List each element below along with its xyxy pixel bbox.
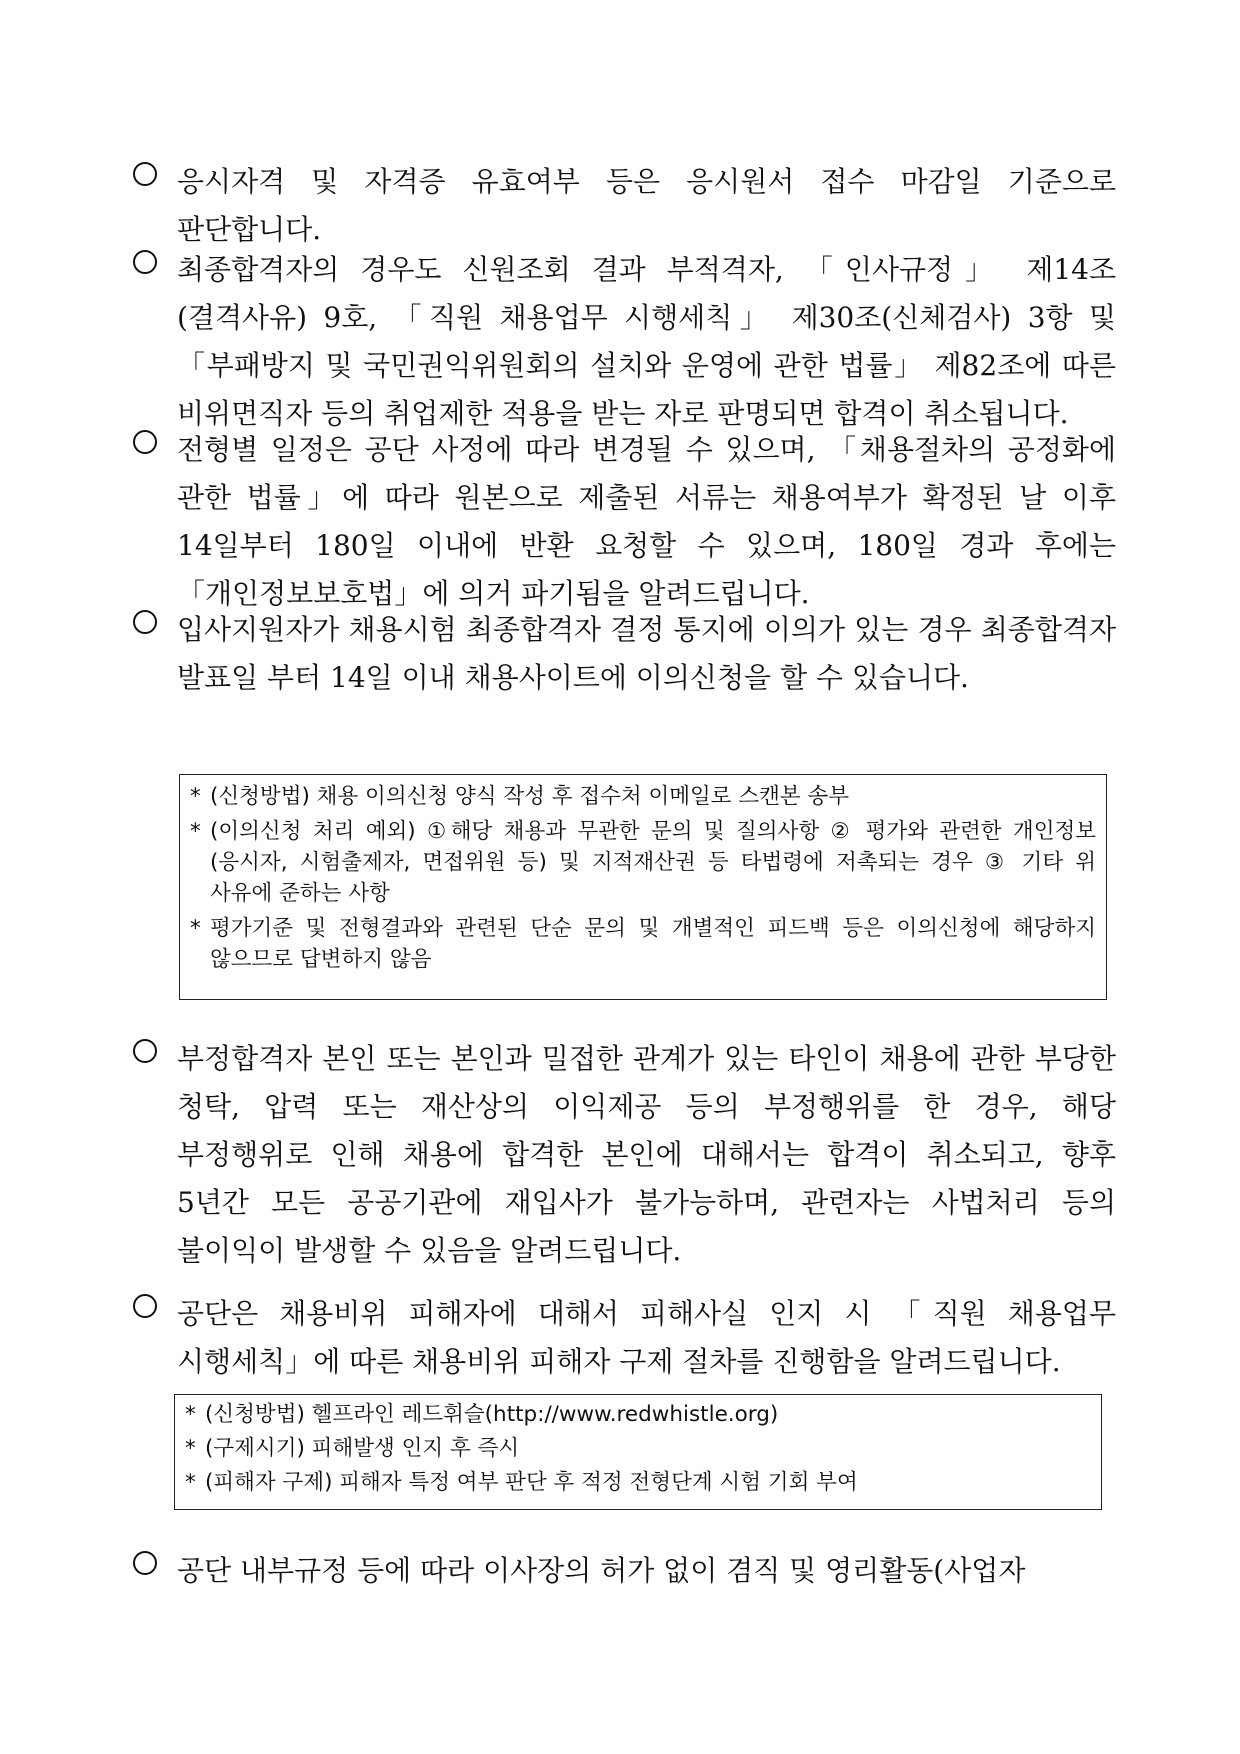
- paragraph-text: 최종합격자의 경우도 신원조회 결과 부적격자, 「인사규정」 제14조(결격사유) 9호, 「직원 채용업무 시행세칙」 제30조(신체검사) 3항 및 「부패방지 및 국민권익위원회의 설치와 운영에 관한 법률」 제82조에 따른 비위면직자 등의 취업제한 적용을 받는 자로 판명되면 합격이 취소됩니다.: [177, 253, 1116, 430]
- paragraph-text: 전형별 일정은 공단 사정에 따라 변경될 수 있으며, 「채용절차의 공정화에 관한 법률」에 따라 원본으로 제출된 서류는 채용여부가 확정된 날 이후 14일부터 180일 이내에 반환 요청할 수 있으며, 180일 경과 후에는 「개인정보보호법」에 의거 파기됨을 알려드립니다.: [177, 433, 1116, 610]
- note-item: [185, 1399, 1091, 1430]
- asterisk-icon: *: [190, 916, 201, 941]
- circle-bullet-icon: [133, 1294, 157, 1318]
- paragraph-text: 입사지원자가 채용시험 최종합격자 결정 통지에 이의가 있는 경우 최종합격자 발표일 부터 14일 이내 채용사이트에 이의신청을 할 수 있습니다.: [177, 613, 1116, 694]
- note-item: [185, 1433, 1091, 1464]
- notice-item-schedule-documents: [133, 426, 1116, 626]
- notice-item-objection: [133, 606, 1116, 706]
- paragraph-text: 공단 내부규정 등에 따라 이사장의 허가 없이 겸직 및 영리활동(사업자: [177, 1554, 1026, 1587]
- note-item: [190, 781, 1096, 812]
- asterisk-icon: *: [185, 1402, 196, 1427]
- notice-item-eligibility: [133, 158, 1116, 258]
- paragraph-text: 응시자격 및 자격증 유효여부 등은 응시원서 접수 마감일 기준으로 판단합니다.: [177, 165, 1116, 246]
- circle-bullet-icon: [133, 1039, 157, 1063]
- note-item: [190, 816, 1096, 909]
- asterisk-icon: *: [185, 1470, 196, 1495]
- circle-bullet-icon: [133, 250, 157, 274]
- note-text: (피해자 구제) 피해자 특정 여부 판단 후 적정 전형단계 시험 기회 부여: [205, 1470, 858, 1495]
- notice-item-disqualification: [133, 246, 1116, 446]
- paragraph-text: 부정합격자 본인 또는 본인과 밀접한 관계가 있는 타인이 채용에 관한 부당한 청탁, 압력 또는 재산상의 이익제공 등의 부정행위를 한 경우, 해당 부정행위로 인해 채용에 합격한 본인에 대해서는 합격이 취소되고, 향후 5년간 모든 공공기관에 재입사가 불가능하며, 관련자는 사법처리 등의 불이익이 발생할 수 있음을 알려드립니다.: [177, 1042, 1116, 1267]
- note-item: [185, 1467, 1091, 1498]
- objection-notes-box: [179, 774, 1107, 1000]
- note-text: (신청방법) 헬프라인 레드휘슬(http://www.redwhistle.org): [205, 1402, 779, 1427]
- paragraph-text: 공단은 채용비위 피해자에 대해서 피해사실 인지 시 「직원 채용업무 시행세칙」에 따른 채용비위 피해자 구제 절차를 진행함을 알려드립니다.: [177, 1297, 1116, 1378]
- notice-item-fraud: [133, 1035, 1116, 1285]
- note-text: (구제시기) 피해발생 인지 후 즉시: [205, 1436, 520, 1461]
- asterisk-icon: *: [190, 784, 201, 809]
- circle-bullet-icon: [133, 610, 157, 634]
- circle-bullet-icon: [133, 1551, 157, 1575]
- notice-item-victim-relief: [133, 1290, 1116, 1390]
- note-text: 평가기준 및 전형결과와 관련된 단순 문의 및 개별적인 피드백 등은 이의신청에 해당하지 않으므로 답변하지 않음: [210, 916, 1096, 972]
- note-text: (이의신청 처리 예외) ①해당 채용과 무관한 문의 및 질의사항 ② 평가와 관련한 개인정보(응시자, 시험출제자, 면접위원 등) 및 지적재산권 등 타법령에 저촉되는 경우 ③ 기타 위 사유에 준하는 사항: [210, 819, 1096, 906]
- note-text: (신청방법) 채용 이의신청 양식 작성 후 접수처 이메일로 스캔본 송부: [210, 784, 850, 809]
- circle-bullet-icon: [133, 162, 157, 186]
- notice-item-outside-work: [133, 1547, 1116, 1597]
- note-item: [190, 913, 1096, 975]
- victim-notes-box: [174, 1394, 1102, 1510]
- asterisk-icon: *: [190, 819, 201, 844]
- circle-bullet-icon: [133, 430, 157, 454]
- asterisk-icon: *: [185, 1436, 196, 1461]
